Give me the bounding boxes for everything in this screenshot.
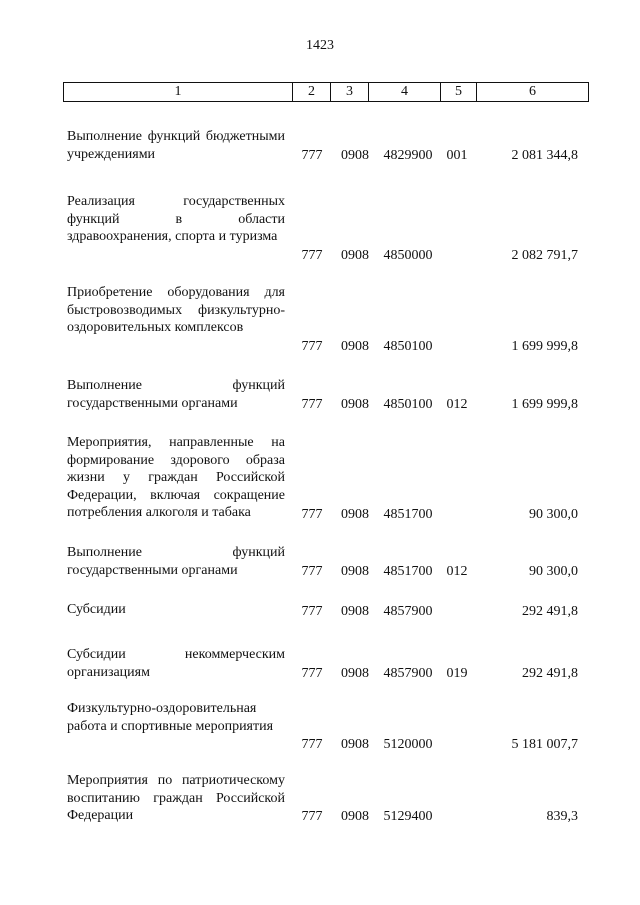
row-col6: 2 082 791,7	[511, 248, 578, 263]
row-name: Мероприятия, направленные на формирование здорового образа жизни у граждан Российской Федерации, включая сокращение потребления алкоголя и табака	[67, 435, 285, 521]
row-name: Реализация государственных функций в области здравоохранения, спорта и туризма	[67, 194, 285, 245]
row-col2: 777	[301, 564, 323, 579]
table-row	[0, 284, 640, 356]
row-col5: 012	[446, 564, 468, 579]
table-row	[0, 193, 640, 265]
table-row	[0, 544, 640, 581]
row-col3: 0908	[341, 148, 369, 163]
table-row	[0, 128, 640, 165]
column-header-2: 2	[293, 83, 331, 102]
row-col2: 777	[301, 666, 323, 681]
row-col5: 019	[446, 666, 468, 681]
row-col6: 292 491,8	[522, 666, 578, 681]
row-col6: 839,3	[546, 809, 578, 824]
row-col6: 90 300,0	[529, 564, 578, 579]
table-row	[0, 700, 640, 754]
row-col3: 0908	[341, 507, 369, 522]
row-col3: 0908	[341, 809, 369, 824]
row-col4: 5129400	[383, 809, 433, 824]
row-col4: 4850100	[383, 397, 433, 412]
row-name: Выполнение функций бюджетными учреждениями	[67, 129, 285, 162]
row-col2: 777	[301, 248, 323, 263]
page-number: 1423	[306, 38, 334, 53]
row-col4: 4850000	[383, 248, 433, 263]
column-header-row	[64, 83, 589, 102]
row-col3: 0908	[341, 737, 369, 752]
column-header-table	[63, 82, 589, 102]
row-col4: 4851700	[383, 564, 433, 579]
row-col6: 2 081 344,8	[511, 148, 578, 163]
row-name: Выполнение функций государственными органами	[67, 545, 285, 578]
table-row	[0, 772, 640, 826]
table-row	[0, 646, 640, 683]
row-col6: 292 491,8	[522, 604, 578, 619]
row-col3: 0908	[341, 604, 369, 619]
table-row	[0, 377, 640, 414]
row-col4: 5120000	[383, 737, 433, 752]
row-col2: 777	[301, 604, 323, 619]
row-col2: 777	[301, 737, 323, 752]
column-header-5: 5	[441, 83, 477, 102]
row-col2: 777	[301, 507, 323, 522]
row-col4: 4850100	[383, 339, 433, 354]
row-name: Выполнение функций государственными органами	[67, 378, 285, 411]
row-name: Мероприятия по патриотическому воспитанию граждан Российской Федерации	[67, 773, 285, 824]
column-header-1: 1	[64, 83, 293, 102]
row-col6: 90 300,0	[529, 507, 578, 522]
row-col6: 1 699 999,8	[511, 397, 578, 412]
row-col3: 0908	[341, 397, 369, 412]
table-row	[0, 601, 640, 621]
row-col2: 777	[301, 397, 323, 412]
row-col4: 4829900	[383, 148, 433, 163]
row-col3: 0908	[341, 248, 369, 263]
row-col5: 001	[446, 148, 468, 163]
row-col3: 0908	[341, 339, 369, 354]
row-col3: 0908	[341, 564, 369, 579]
row-col5: 012	[446, 397, 468, 412]
row-name: Субсидии некоммерческим организациям	[67, 647, 285, 680]
row-col4: 4857900	[383, 604, 433, 619]
row-name: Физкультурно-оздоровительная работа и спортивные мероприятия	[67, 701, 274, 734]
row-col2: 777	[301, 809, 323, 824]
table-row	[0, 434, 640, 524]
row-col3: 0908	[341, 666, 369, 681]
row-col6: 1 699 999,8	[511, 339, 578, 354]
row-col4: 4851700	[383, 507, 433, 522]
column-header-3: 3	[331, 83, 369, 102]
row-col2: 777	[301, 148, 323, 163]
column-header-4: 4	[369, 83, 441, 102]
row-col2: 777	[301, 339, 323, 354]
row-name: Субсидии	[67, 602, 126, 617]
row-col4: 4857900	[383, 666, 433, 681]
row-col6: 5 181 007,7	[511, 737, 578, 752]
column-header-6: 6	[477, 83, 589, 102]
row-name: Приобретение оборудования для быстровозводимых физкультурно-оздоровительных комплексов	[67, 285, 285, 336]
